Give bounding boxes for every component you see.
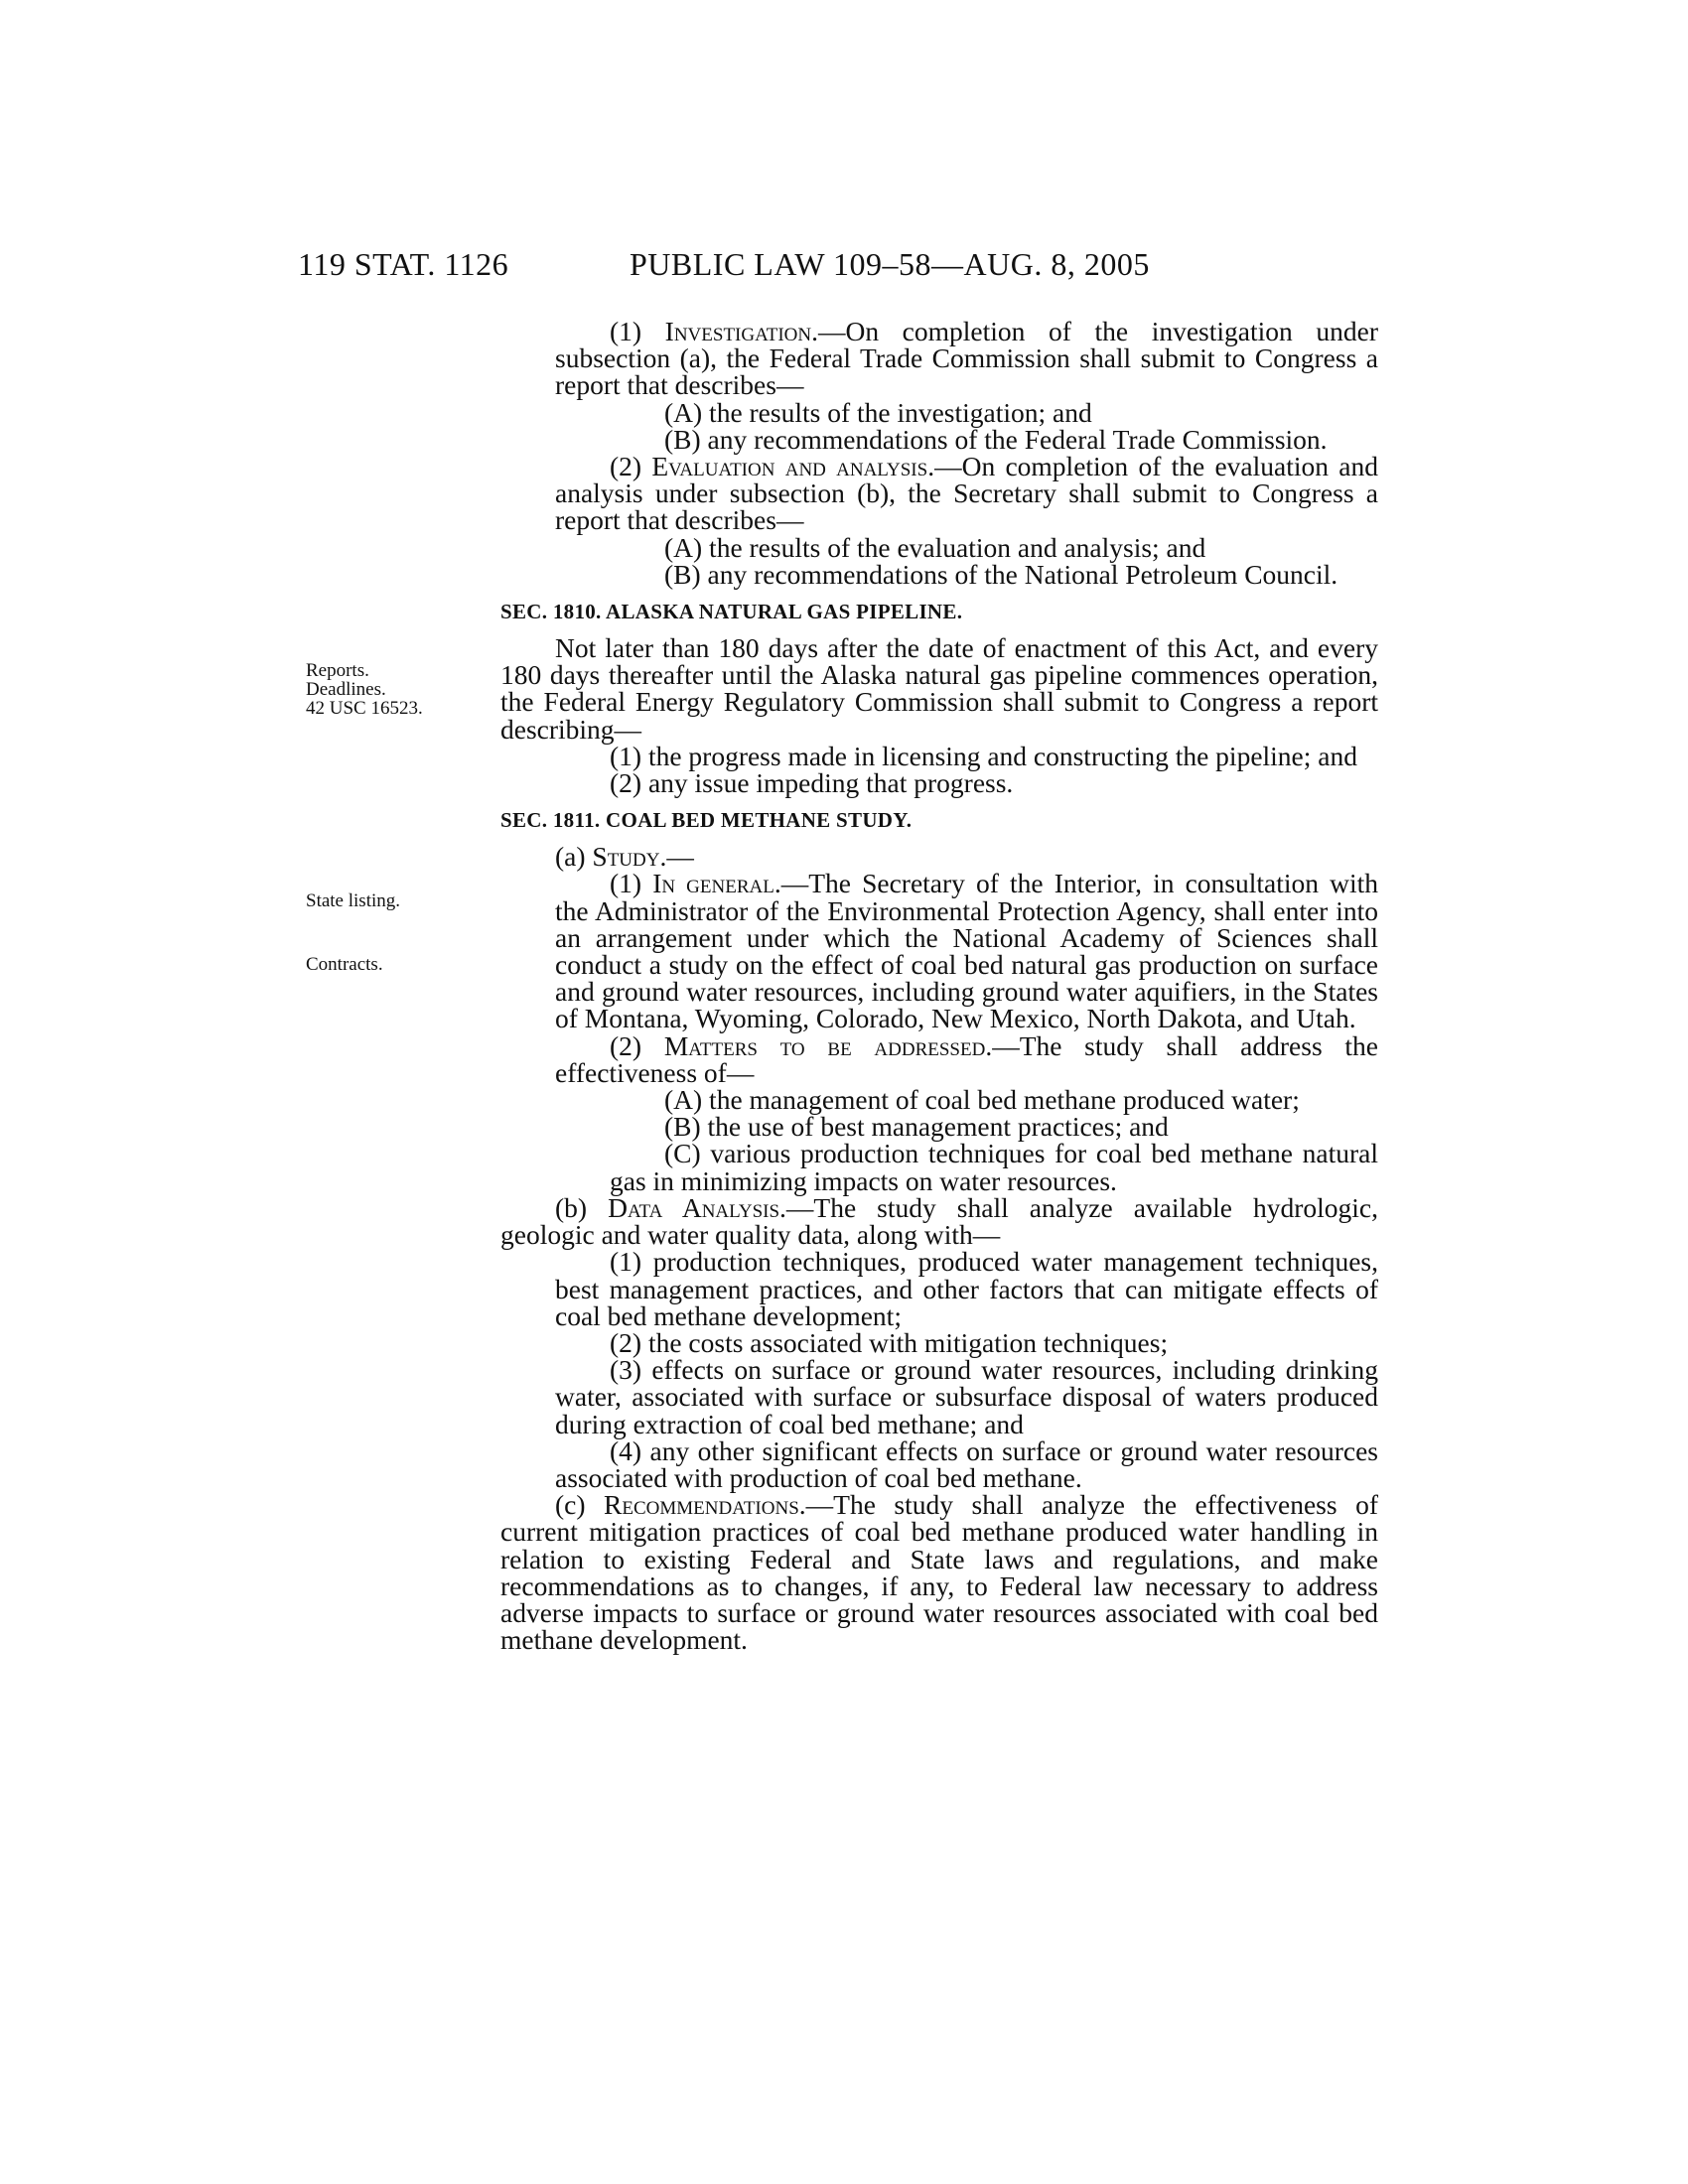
paragraph-heading: Matters to be addressed [663,1029,986,1061]
public-law-title: PUBLIC LAW 109–58—AUG. 8, 2005 [630,246,1150,282]
margin-note-reports: Reports. [306,660,369,681]
subsection-b-data-analysis: (b) Data Analysis.—The study shall analyze available hydrologic, geologic and water quality data, along with— [500,1191,1378,1251]
subsection-heading: Recommendations [604,1489,799,1521]
section-heading-1811: SEC. 1811. COAL BED METHANE STUDY. [500,808,913,833]
running-head [0,246,1688,286]
subparagraph-b: (B) the use of best management practices; and [664,1111,1169,1143]
paragraph-investigation: (1) Investigation.—On completion of the investigation under subsection (a), the Federal Trade Commission shall submit to Congress a report that describes— [555,316,1378,401]
paragraph-b1: (1) production techniques, produced water management techniques, best management practices, and other factors that can mitigate effects of coal bed methane development; [555,1246,1378,1331]
subparagraph-a: (A) the results of the investigation; and [664,396,1092,428]
section-1810-intro: Not later than 180 days after the date of enactment of this Act, and every 180 days thereafter until the Alaska natural gas pipeline commences operation, the Federal Energy Regulatory Commission shall submit to Congress a report describing— [500,632,1378,745]
paragraph-b3: (3) effects on surface or ground water resources, including drinking water, associated with surface or subsurface disposal of waters produced during extraction of coal bed methane; and [555,1354,1378,1439]
paragraph-matters: (2) Matters to be addressed.—The study shall address the effectiveness of— [555,1029,1378,1088]
subsection-heading: Study [592,841,660,873]
paragraph-b2: (2) the costs associated with mitigation techniques; [610,1326,1169,1358]
subsection-heading: Data Analysis [608,1191,780,1223]
body-text [500,316,1378,1656]
subparagraph-c: (C) various production techniques for coal bed methane natural gas in minimizing impacts on water resources. [610,1138,1378,1196]
paragraph-heading: Investigation [664,316,812,346]
section-heading-1810: SEC. 1810. ALASKA NATURAL GAS PIPELINE. [500,600,963,624]
subsection-c-recommendations: (c) Recommendations.—The study shall analyze the effectiveness of current mitigation practices of coal bed methane produced water handling in relation to existing Federal and State laws and regulations, and make recommendations as to changes, if any, to Federal law necessary to address adverse impacts to surface or ground water resources associated with coal bed methane development. [500,1489,1378,1656]
margin-note-deadlines: Deadlines. [306,679,386,700]
subparagraph-a: (A) the management of coal bed methane produced water; [664,1084,1300,1116]
paragraph-heading: Evaluation and analysis [651,451,928,482]
subsection-a-study: (a) Study.— [555,841,694,873]
subparagraph-b: (B) any recommendations of the Federal Trade Commission. [664,423,1328,455]
margin-note-state-listing: State listing. [306,890,400,911]
paragraph-b4: (4) any other significant effects on surface or ground water resources associated with production of coal bed methane. [555,1434,1378,1493]
paragraph-heading: In general [652,868,774,899]
section-1810-item-2: (2) any issue impeding that progress. [610,767,1014,799]
statute-reference: 119 STAT. 1126 [298,246,509,282]
section-1810-item-1: (1) the progress made in licensing and constructing the pipeline; and [610,740,1357,771]
paragraph-in-general: (1) In general.—The Secretary of the Interior, in consultation with the Administrator of the Environmental Protection Agency, shall enter into an arrangement under which the National Academy of Sciences shall conduct a study on the effect of coal bed natural gas production on surface and ground water resources, including ground water aquifiers, in the States of Montana, Wyoming, Colorado, New Mexico, North Dakota, and Utah. [555,868,1378,1034]
margin-note-usc: 42 USC 16523. [306,698,423,719]
subparagraph-a: (A) the results of the evaluation and analysis; and [664,531,1206,563]
subparagraph-b: (B) any recommendations of the National Petroleum Council. [664,558,1338,590]
paragraph-evaluation: (2) Evaluation and analysis.—On completion of the evaluation and analysis under subsection (b), the Secretary shall submit to Congress a report that describes— [555,451,1378,536]
margin-note-contracts: Contracts. [306,954,383,975]
